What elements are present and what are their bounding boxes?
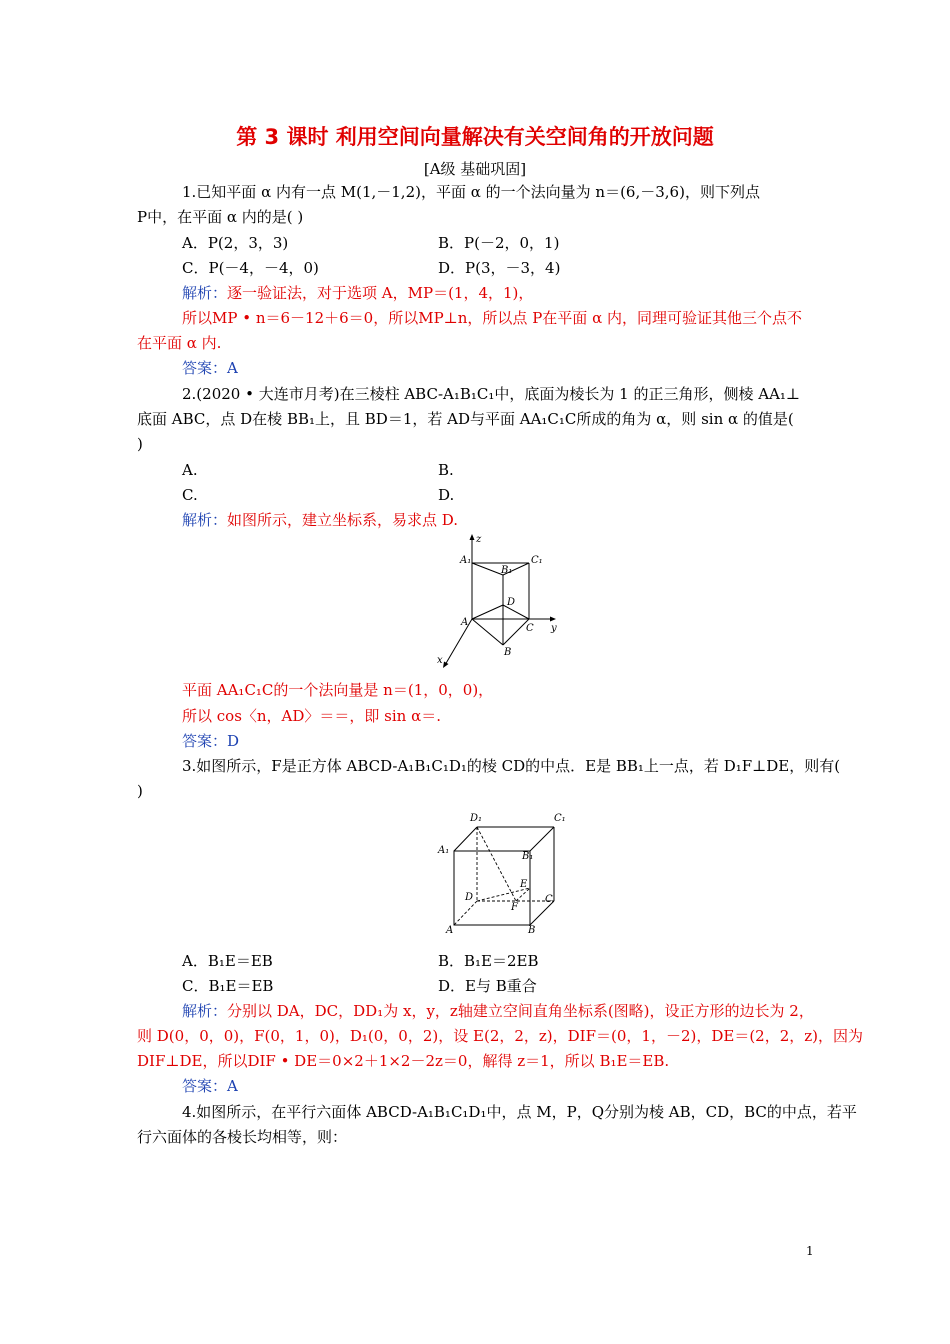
cube-label-A1: A₁ (438, 845, 450, 856)
q1-solution-label: 解析： (182, 284, 228, 302)
q2-solution-line1 (182, 510, 458, 530)
q2-solution-line2: 平面 AA₁C₁C的一个法向量是 n＝(1，0，0)， (182, 681, 494, 699)
label-x: x (437, 655, 443, 666)
cube-figure (432, 807, 566, 936)
q1-solution-line1 (182, 283, 533, 303)
q3-answer: 答案：A (182, 1077, 238, 1095)
q1-solution-text1: 逐一验证法，对于选项 A，MP＝(1，4，1)， (227, 284, 534, 302)
cube-label-D1: D₁ (470, 813, 483, 824)
q2-answer: 答案：D (182, 732, 240, 750)
q3-solution-text1: 分别以 DA，DC，DD₁为 x，y，z轴建立空间直角坐标系(图略)，设正方形的边长为 2， (227, 1002, 814, 1020)
q2-solution-text1: 如图所示，建立坐标系，易求点 D. (227, 511, 459, 529)
cube-label-B1: B₁ (522, 851, 534, 862)
cube-label-E: E (520, 879, 528, 890)
q3-option-d: D．E与 B重合 (438, 977, 537, 995)
q3-solution-line2: 则 D(0，0，0)，F(0，1，0)，D₁(0，0，2)，设 E(2，2，z)，DIF＝(0，1，－2)，DE＝(2，2，z)，因为 (137, 1027, 864, 1045)
q2-stem-line3: ) (137, 435, 143, 453)
q2-option-c: C. (182, 486, 198, 504)
q3-stem-line1: 3.如图所示，F是正方体 ABCD-A₁B₁C₁D₁的棱 CD的中点．E是 BB₁上一点，若 D₁F⊥DE，则有( (182, 757, 841, 775)
q3-solution-label: 解析： (182, 1002, 228, 1020)
cube-label-D: D (465, 892, 474, 903)
label-y: y (551, 623, 557, 634)
label-A1: A₁ (460, 555, 472, 566)
q2-option-d: D. (438, 486, 455, 504)
cube-label-C1: C₁ (554, 813, 566, 824)
q3-option-b: B．B₁E＝2EB (438, 952, 539, 970)
label-B1: B₁ (501, 565, 513, 576)
q1-option-c: C．P(－4，－4，0) (182, 259, 319, 277)
q3-option-c: C．B₁E＝EB (182, 977, 274, 995)
q2-solution-line3: 所以 cos〈n，AD〉＝＝，即 sin α＝. (182, 707, 442, 725)
q4-stem-line1: 4.如图所示，在平行六面体 ABCD-A₁B₁C₁D₁中，点 M，P，Q分别为棱 AB，CD，BC的中点，若平 (182, 1103, 857, 1121)
label-A: A (461, 617, 469, 628)
cube-label-C: C (545, 894, 553, 905)
q2-option-a: A. (182, 461, 198, 479)
cube-label-A: A (446, 925, 454, 936)
q3-solution-line1 (182, 1001, 814, 1021)
q1-answer: 答案：A (182, 359, 238, 377)
q3-stem-line2: ) (137, 782, 143, 800)
label-D: D (507, 597, 516, 608)
q1-stem-line1: 1.已知平面 α 内有一点 M(1,－1,2)，平面 α 的一个法向量为 n＝(6,－3,6)，则下列点 (182, 183, 760, 201)
q2-option-b: B. (438, 461, 454, 479)
q1-stem-line2: P中，在平面 α 内的是( ) (137, 208, 304, 226)
label-z: z (476, 534, 482, 545)
q2-stem-line2: 底面 ABC，点 D在棱 BB₁上，且 BD＝1，若 AD与平面 AA₁C₁C所成的角为 α，则 sin α 的值是( (137, 410, 794, 428)
q4-stem-line2: 行六面体的各棱长均相等，则： (137, 1128, 348, 1146)
q2-stem-line1: 2.(2020 • 大连市月考)在三棱柱 ABC-A₁B₁C₁中，底面为棱长为 1 的正三角形，侧棱 AA₁⊥ (182, 385, 801, 403)
q1-option-b: B．P(－2，0，1) (438, 234, 560, 252)
label-B: B (504, 647, 512, 658)
cube-label-B: B (528, 925, 536, 936)
page-number: 1 (806, 1244, 814, 1258)
q2-solution-label: 解析： (182, 511, 228, 529)
page-title: 第 3 课时 利用空间向量解决有关空间角的开放问题 (236, 125, 714, 149)
cube-label-F: F (511, 902, 518, 913)
q3-solution-line3: DIF⊥DE，所以DIF • DE＝0×2＋1×2－2z＝0，解得 z＝1，所以 B₁E＝EB. (137, 1052, 670, 1070)
q1-solution-line2: 所以MP • n＝6－12＋6＝0，所以MP⊥n，所以点 P在平面 α 内，同理可验证其他三个点不 (182, 309, 802, 327)
q3-option-a: A．B₁E＝EB (182, 952, 273, 970)
prism-figure (425, 533, 565, 671)
q1-option-a: A．P(2，3，3) (182, 234, 289, 252)
label-C1: C₁ (531, 555, 543, 566)
q1-solution-line3: 在平面 α 内. (137, 334, 222, 352)
q1-option-d: D．P(3，－3，4) (438, 259, 561, 277)
label-C: C (526, 623, 534, 634)
section-level: [A级 基础巩固] (423, 160, 527, 178)
